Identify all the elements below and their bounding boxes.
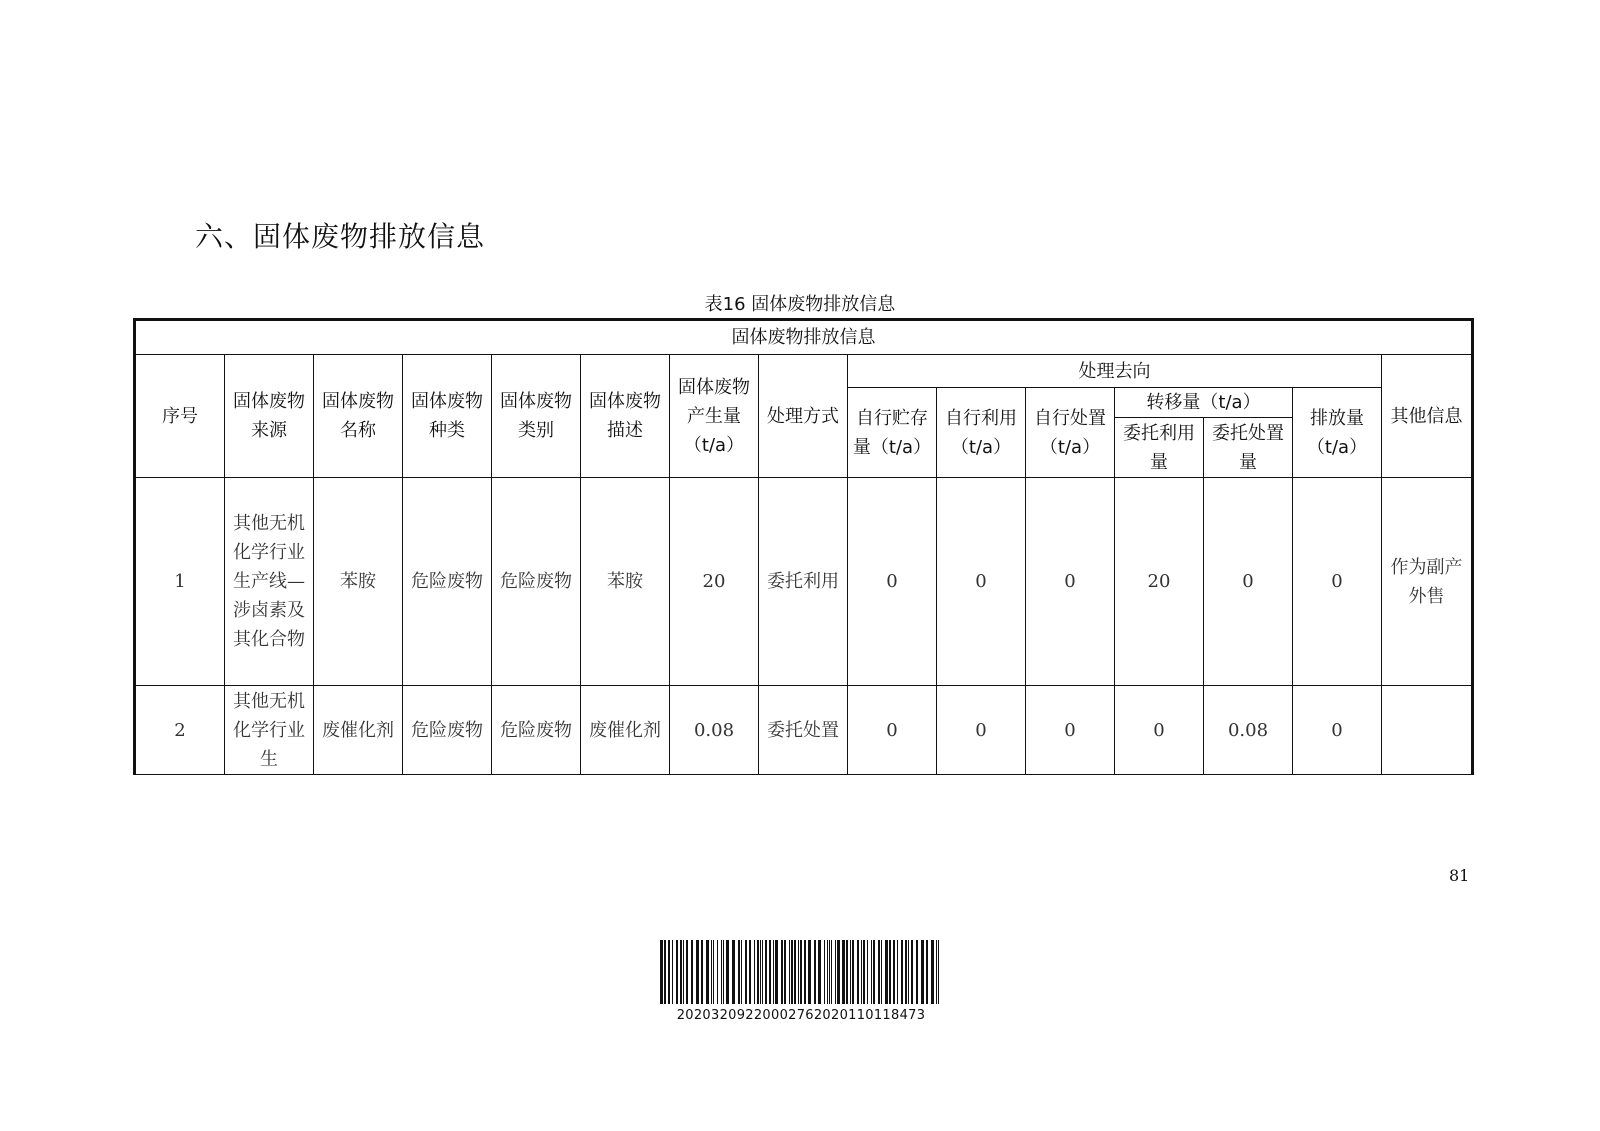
header-discharge: 排放量（t/a） — [1293, 388, 1382, 478]
barcode-bar — [861, 940, 862, 1004]
barcode-bar — [824, 940, 825, 1004]
cell-discharge: 0 — [1293, 686, 1382, 775]
barcode-bar — [867, 940, 868, 1004]
header-source: 固体废物来源 — [225, 355, 314, 478]
cell-method: 委托利用 — [759, 478, 848, 686]
cell-self-storage: 0 — [848, 686, 937, 775]
cell-other: 作为副产外售 — [1382, 478, 1473, 686]
cell-category: 危险废物 — [492, 686, 581, 775]
cell-self-storage: 0 — [848, 478, 937, 686]
barcode-bar — [701, 940, 703, 1004]
cell-seq: 2 — [135, 686, 225, 775]
barcode-bar — [926, 940, 928, 1004]
barcode-bar — [680, 940, 682, 1004]
barcode-bar — [818, 940, 821, 1004]
cell-source: 其他无机化学行业生 — [225, 686, 314, 775]
header-output: 固体废物产生量（t/a） — [670, 355, 759, 478]
cell-entrust-disposal: 0 — [1204, 478, 1293, 686]
barcode-bar — [762, 940, 763, 1004]
barcode-bar — [696, 940, 699, 1004]
solid-waste-table — [133, 318, 1474, 775]
barcode-bar — [726, 940, 729, 1004]
cell-name: 废催化剂 — [314, 686, 403, 775]
barcode-bar — [878, 940, 880, 1004]
barcode-bar — [668, 940, 670, 1004]
barcode-bar — [921, 940, 924, 1004]
barcode — [658, 940, 944, 1004]
barcode-bar — [804, 940, 806, 1004]
barcode-bar — [721, 940, 722, 1004]
barcode-bar — [676, 940, 678, 1004]
header-entrust-use: 委托利用量 — [1115, 418, 1204, 478]
header-method: 处理方式 — [759, 355, 848, 478]
barcode-bar — [664, 940, 666, 1004]
barcode-bar — [713, 940, 714, 1004]
barcode-bar — [791, 940, 793, 1004]
waste-table-container — [133, 318, 1470, 775]
barcode-bar — [775, 940, 778, 1004]
barcode-bar — [794, 940, 796, 1004]
barcode-bar — [850, 940, 851, 1004]
barcode-bar — [911, 940, 913, 1004]
header-disposal-group: 处理去向 — [848, 355, 1382, 388]
barcode-bar — [800, 940, 802, 1004]
barcode-bar — [885, 940, 888, 1004]
barcode-number: 20203209220002762020110118473 — [676, 1008, 926, 1023]
barcode-bar — [784, 940, 786, 1004]
header-description: 固体废物描述 — [581, 355, 670, 478]
cell-seq: 1 — [135, 478, 225, 686]
barcode-bar — [745, 940, 747, 1004]
barcode-bar — [871, 940, 872, 1004]
barcode-bar — [798, 940, 799, 1004]
barcode-bar — [905, 940, 907, 1004]
cell-entrust-use: 0 — [1115, 686, 1204, 775]
cell-entrust-use: 20 — [1115, 478, 1204, 686]
header-self-disposal: 自行处置（t/a） — [1026, 388, 1115, 478]
barcode-bar — [773, 940, 774, 1004]
barcode-bar — [814, 940, 816, 1004]
header-self-storage: 自行贮存量（t/a） — [848, 388, 937, 478]
barcode-bar — [893, 940, 895, 1004]
header-self-use: 自行利用（t/a） — [937, 388, 1026, 478]
barcode-bar — [857, 940, 859, 1004]
barcode-bar — [760, 940, 761, 1004]
cell-self-disposal: 0 — [1026, 478, 1115, 686]
barcode-bar — [738, 940, 740, 1004]
cell-description: 苯胺 — [581, 478, 670, 686]
barcode-bar — [765, 940, 767, 1004]
cell-output: 20 — [670, 478, 759, 686]
barcode-bar — [723, 940, 724, 1004]
barcode-bar — [706, 940, 709, 1004]
barcode-bar — [769, 940, 771, 1004]
cell-kind: 危险废物 — [403, 686, 492, 775]
table-row — [135, 686, 1473, 775]
barcode-bar — [873, 940, 875, 1004]
header-other: 其他信息 — [1382, 355, 1473, 478]
header-transfer-group: 转移量（t/a） — [1115, 388, 1293, 418]
barcode-bar — [757, 940, 759, 1004]
barcode-bar — [936, 940, 937, 1004]
table-title: 固体废物排放信息 — [135, 320, 1473, 355]
barcode-bar — [837, 940, 840, 1004]
cell-output: 0.08 — [670, 686, 759, 775]
barcode-bar — [835, 940, 836, 1004]
barcode-bar — [781, 940, 783, 1004]
barcode-bar — [863, 940, 865, 1004]
barcode-bar — [831, 940, 832, 1004]
barcode-bar — [754, 940, 755, 1004]
barcode-bar — [931, 940, 934, 1004]
barcode-bar — [901, 940, 903, 1004]
cell-description: 废催化剂 — [581, 686, 670, 775]
barcode-bar — [916, 940, 918, 1004]
cell-source: 其他无机化学行业生产线—涉卤素及其化合物 — [225, 478, 314, 686]
barcode-bar — [741, 940, 742, 1004]
cell-method: 委托处置 — [759, 686, 848, 775]
header-kind: 固体废物种类 — [403, 355, 492, 478]
barcode-bar — [711, 940, 712, 1004]
barcode-bar — [717, 940, 718, 1004]
cell-category: 危险废物 — [492, 478, 581, 686]
barcode-bar — [686, 940, 688, 1004]
barcode-bar — [660, 940, 663, 1004]
barcode-bar — [732, 940, 735, 1004]
barcode-bar — [897, 940, 898, 1004]
table-caption: 表16 固体废物排放信息 — [704, 294, 896, 315]
barcode-bar — [808, 940, 811, 1004]
cell-self-use: 0 — [937, 686, 1026, 775]
cell-self-disposal: 0 — [1026, 686, 1115, 775]
barcode-bar — [749, 940, 751, 1004]
cell-other — [1382, 686, 1473, 775]
cell-name: 苯胺 — [314, 478, 403, 686]
barcode-bar — [846, 940, 848, 1004]
page-number: 81 — [1449, 866, 1470, 885]
barcode-bar — [789, 940, 790, 1004]
barcode-bar — [691, 940, 693, 1004]
barcode-bar — [889, 940, 891, 1004]
barcode-bar — [827, 940, 828, 1004]
header-name: 固体废物名称 — [314, 355, 403, 478]
barcode-bar — [852, 940, 854, 1004]
section-heading: 六、固体废物排放信息 — [195, 220, 486, 253]
cell-discharge: 0 — [1293, 478, 1382, 686]
barcode-bar — [908, 940, 909, 1004]
barcode-bar — [683, 940, 684, 1004]
header-seq: 序号 — [135, 355, 225, 478]
barcode-bar — [672, 940, 673, 1004]
cell-self-use: 0 — [937, 478, 1026, 686]
header-entrust-disposal: 委托处置量 — [1204, 418, 1293, 478]
barcode-bar — [842, 940, 845, 1004]
cell-entrust-disposal: 0.08 — [1204, 686, 1293, 775]
barcode-bar — [938, 940, 939, 1004]
header-category: 固体废物类别 — [492, 355, 581, 478]
table-row — [135, 478, 1473, 686]
barcode-bar — [881, 940, 882, 1004]
cell-kind: 危险废物 — [403, 478, 492, 686]
barcode-bar — [829, 940, 830, 1004]
